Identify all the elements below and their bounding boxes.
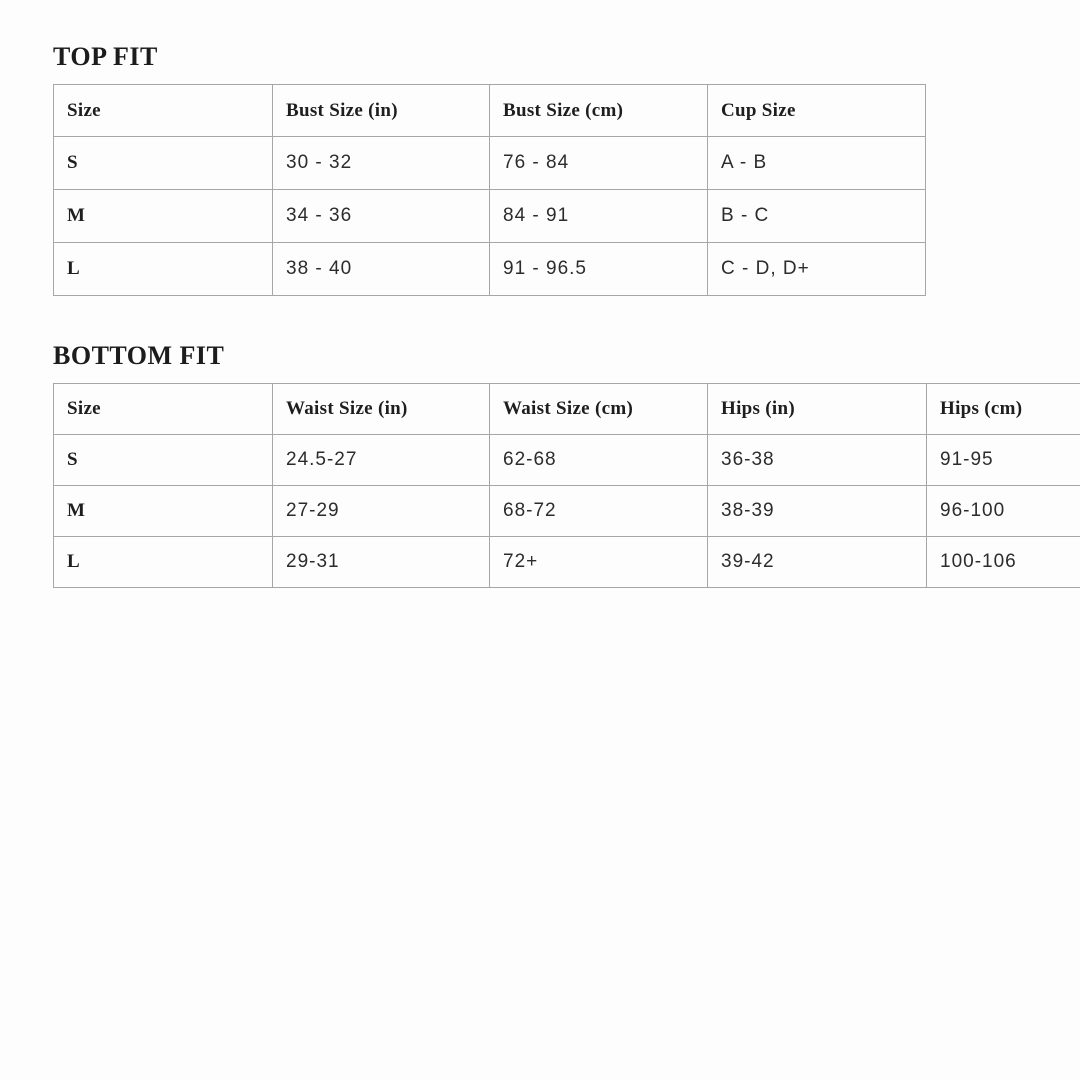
waist-in-value: 27-29: [286, 500, 340, 521]
size-label: S: [67, 449, 78, 470]
top-fit-title: TOP FIT: [53, 42, 158, 71]
column-header-cup-size: Cup Size: [721, 99, 796, 121]
bottom-fit-title: BOTTOM FIT: [53, 341, 225, 370]
size-label: L: [67, 551, 80, 572]
top-fit-table: [53, 84, 926, 296]
waist-in-value: 29-31: [286, 551, 340, 572]
hips-cm-value: 91-95: [940, 449, 994, 470]
column-header-size: Size: [67, 99, 101, 121]
column-header-bust-cm: Bust Size (cm): [503, 99, 624, 121]
cup-size-value: A - B: [721, 152, 768, 173]
column-header-hips-in: Hips (in): [721, 398, 795, 419]
table-row: [54, 537, 1080, 588]
size-label: L: [67, 258, 80, 279]
cup-size-value: C - D, D+: [721, 258, 810, 279]
size-label: M: [67, 500, 86, 521]
cup-size-value: B - C: [721, 205, 770, 226]
hips-cm-value: 96-100: [940, 500, 1006, 521]
size-label: M: [67, 205, 86, 226]
bottom-fit-header-row: [54, 384, 1080, 435]
waist-cm-value: 72+: [503, 551, 539, 572]
top-fit-header-row: [54, 85, 926, 137]
table-row: [54, 137, 926, 190]
hips-cm-value: 100-106: [940, 551, 1017, 572]
bust-cm-value: 84 - 91: [503, 205, 570, 226]
hips-in-value: 38-39: [721, 500, 775, 521]
column-header-waist-cm: Waist Size (cm): [503, 398, 634, 419]
table-row: [54, 486, 1080, 537]
column-header-size: Size: [67, 398, 101, 419]
table-row: [54, 243, 926, 296]
bust-in-value: 34 - 36: [286, 205, 353, 226]
bust-cm-value: 91 - 96.5: [503, 258, 587, 279]
waist-cm-value: 62-68: [503, 449, 557, 470]
column-header-waist-in: Waist Size (in): [286, 398, 408, 419]
hips-in-value: 36-38: [721, 449, 775, 470]
bottom-fit-table: [53, 383, 1080, 588]
hips-in-value: 39-42: [721, 551, 775, 572]
bust-in-value: 38 - 40: [286, 258, 353, 279]
bust-cm-value: 76 - 84: [503, 152, 570, 173]
column-header-bust-in: Bust Size (in): [286, 99, 398, 121]
size-label: S: [67, 152, 78, 173]
bust-in-value: 30 - 32: [286, 152, 353, 173]
column-header-hips-cm: Hips (cm): [940, 398, 1023, 419]
waist-cm-value: 68-72: [503, 500, 557, 521]
waist-in-value: 24.5-27: [286, 449, 358, 470]
table-row: [54, 435, 1080, 486]
table-row: [54, 190, 926, 243]
